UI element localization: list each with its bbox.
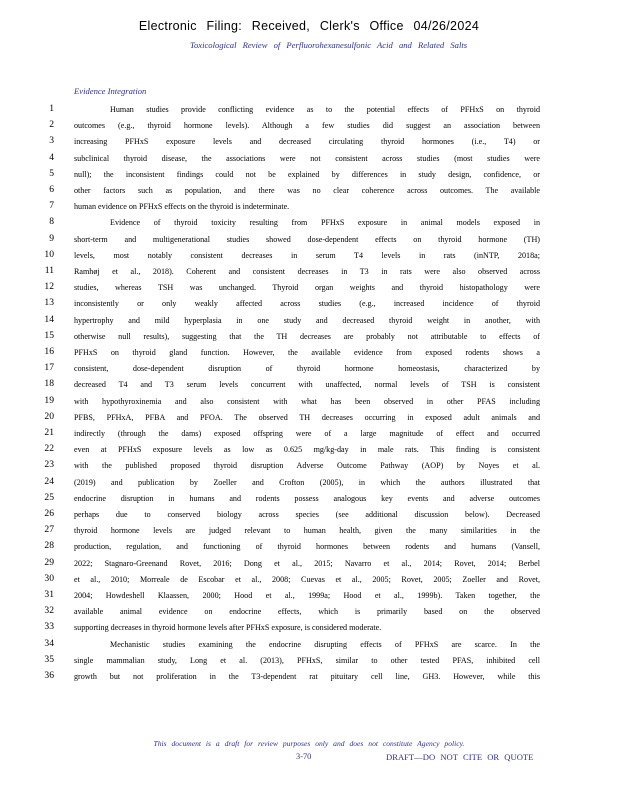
line-text: Human studies provide conflicting evidence as to the potential effects of PFHxS on thyroid <box>110 105 540 114</box>
text-line <box>0 525 618 537</box>
line-number: 24 <box>44 475 54 487</box>
text-line <box>0 460 618 472</box>
line-number: 13 <box>44 297 54 309</box>
text-line <box>0 315 618 327</box>
line-number: 5 <box>49 167 54 179</box>
line-number: 34 <box>44 637 54 649</box>
line-text: consistent, dose-dependent disruption of thyroid hormone homeostasis, characterized by <box>74 364 540 374</box>
line-text: PFBS, PFHxA, PFBA and PFOA. The observed TH decreases occurring in exposed adult animals and <box>74 412 540 422</box>
text-line <box>0 509 618 521</box>
line-number: 21 <box>44 427 54 438</box>
line-number: 8 <box>49 216 54 228</box>
text-line <box>0 282 618 294</box>
line-number: 30 <box>44 572 54 584</box>
line-text: null); the inconsistent findings could not be explained by differences in study design, confidence, or <box>74 169 540 179</box>
text-line <box>0 671 618 683</box>
line-number: 33 <box>44 621 54 633</box>
text-line <box>0 412 618 424</box>
line-text: perhaps due to conserved biology across species (see additional discussion below). Decreased <box>74 510 540 519</box>
line-text: short-term and multigenerational studies showed dose-dependent effects on thyroid hormone (TH) <box>74 234 540 244</box>
line-number: 35 <box>44 653 54 665</box>
text-line <box>0 104 618 116</box>
line-number: 9 <box>49 232 54 244</box>
text-line <box>0 331 618 343</box>
line-text: growth but not proliferation in the T3-dependent rat pituitary cell line, GH3. However, while this <box>74 672 540 681</box>
filing-stamp: Electronic Filing: Received, Clerk's Office 04/26/2024 <box>138 19 480 33</box>
line-text: otherwise null results), suggesting that the TH decreases are probably not attributable to effects of <box>74 331 540 341</box>
draft-notice: DRAFT—DO NOT CITE OR QUOTE <box>386 752 534 762</box>
text-line <box>0 606 618 618</box>
text-line <box>0 444 618 456</box>
line-text: with hypothyroxinemia and also consistent with what has been observed in other PFAS including <box>74 396 540 406</box>
section-title: Evidence Integration <box>74 86 147 96</box>
line-text: even at PFHxS exposure levels as low as 0.625 mg/kg-day in male rats. This finding is consistent <box>74 445 540 455</box>
line-number: 19 <box>44 394 54 406</box>
text-line <box>0 250 618 262</box>
page-number: 3-70 <box>296 752 312 761</box>
text-line <box>0 477 618 489</box>
line-number: 3 <box>49 135 54 147</box>
line-number: 17 <box>44 362 54 374</box>
line-text: single mammalian study, Long et al. (2013), PFHxS, similar to other tested PFAS, inhibited cell <box>74 655 540 665</box>
line-text: production, regulation, and functioning of thyroid hormones between rodents and humans (Vansell, <box>74 542 540 552</box>
line-number: 25 <box>44 491 54 503</box>
text-line <box>0 153 618 165</box>
text-line <box>0 558 618 570</box>
line-text: et al., 2010; Morreale de Escobar et al., 2008; Cuevas et al., 2005; Rovet, 2005; Zoeller and Rovet, <box>74 574 540 584</box>
line-text: subclinical thyroid disease, the associations were not consistent across studies (most studies were <box>74 153 540 163</box>
line-number: 28 <box>44 540 54 552</box>
line-number: 16 <box>44 346 54 357</box>
text-line <box>0 379 618 391</box>
line-number: 36 <box>44 670 54 681</box>
line-number: 2 <box>49 119 54 131</box>
line-number: 6 <box>49 184 54 195</box>
line-number: 26 <box>44 508 54 519</box>
line-text: other factors such as population, and there was no clear coherence across outcomes. The available <box>74 186 540 195</box>
line-text: endocrine disruption in humans and rodents possess analogous key events and adverse outcomes <box>74 493 540 503</box>
line-text: with the published proposed thyroid disruption Adverse Outcome Pathway (AOP) by Noyes et al. <box>74 461 540 471</box>
line-number: 29 <box>44 556 54 568</box>
line-number: 4 <box>49 151 54 163</box>
line-number: 10 <box>44 248 54 260</box>
text-line <box>0 185 618 197</box>
text-line <box>0 590 618 602</box>
line-number: 15 <box>44 329 54 341</box>
text-line <box>0 201 618 213</box>
line-text: available animal evidence on endocrine effects, which is primarily based on the observed <box>74 607 540 617</box>
line-number: 1 <box>49 103 54 114</box>
line-text: 2022; Stagnaro-Greenand Rovet, 2016; Dong et al., 2015; Navarro et al., 2014; Rovet, 2014; Berbel <box>74 558 540 568</box>
text-line <box>0 363 618 375</box>
text-line <box>0 120 618 132</box>
line-text: increasing PFHxS exposure levels and decreased circulating thyroid hormones (i.e., T4) or <box>74 137 540 147</box>
text-line <box>0 217 618 229</box>
line-text: thyroid hormone levels are judged relevant to human health, given the many similarities in the <box>74 526 540 536</box>
line-number: 18 <box>44 378 54 390</box>
line-text: Mechanistic studies examining the endocrine disrupting effects of PFHxS are scarce. In the <box>110 639 540 649</box>
line-text: levels, most notably consistent decreases in serum T4 levels in rats (inNTP, 2018a; <box>74 250 540 260</box>
text-line <box>0 428 618 440</box>
text-line <box>0 169 618 181</box>
line-number: 31 <box>44 589 54 600</box>
line-number: 23 <box>44 459 54 471</box>
line-text: PFHxS on thyroid gland function. However, the available evidence from exposed rodents shows a <box>74 348 540 357</box>
running-head: Toxicological Review of Perfluorohexanesulfonic Acid and Related Salts <box>190 40 468 50</box>
text-line <box>0 396 618 408</box>
line-text: inconsistently or only weakly affected across studies (e.g., increased incidence of thyroid <box>74 299 540 309</box>
line-number: 27 <box>44 524 54 536</box>
line-number: 32 <box>44 605 54 617</box>
line-text: Ramhøj et al., 2018). Coherent and consistent decreases in T3 in rats were also observed across <box>74 267 540 276</box>
line-number: 22 <box>44 443 54 455</box>
text-line <box>0 298 618 310</box>
line-text: indirectly (through the dams) exposed offspring were of a large magnitude of effect and occurred <box>74 429 540 438</box>
line-text: supporting decreases in thyroid hormone levels after PFHxS exposure, is considered moderate. <box>74 623 382 633</box>
text-line <box>0 574 618 586</box>
line-text: Evidence of thyroid toxicity resulting from PFHxS exposure in animal models exposed in <box>110 218 540 228</box>
line-text: studies, whereas TSH was unchanged. Thyroid organ weights and thyroid histopathology were <box>74 283 540 293</box>
line-text: hypertrophy and mild hyperplasia in one study and decreased thyroid weight in another, with <box>74 315 540 325</box>
line-number: 20 <box>44 410 54 422</box>
text-line <box>0 639 618 651</box>
text-line <box>0 622 618 634</box>
line-text: outcomes (e.g., thyroid hormone levels). Although a few studies did suggest an association between <box>74 121 540 131</box>
text-line <box>0 266 618 278</box>
text-line <box>0 493 618 505</box>
line-number: 12 <box>44 281 54 293</box>
line-text: (2019) and publication by Zoeller and Crofton (2005), in which the authors illustrated that <box>74 477 540 487</box>
text-line <box>0 541 618 553</box>
line-text: decreased T4 and T3 serum levels concurrent with unaffected, normal levels of TSH is consistent <box>74 380 540 390</box>
line-number: 7 <box>49 200 54 212</box>
text-line <box>0 347 618 359</box>
line-number: 11 <box>44 265 54 276</box>
line-text: human evidence on PFHxS effects on the thyroid is indeterminate. <box>74 202 290 212</box>
line-number: 14 <box>44 313 54 325</box>
text-line <box>0 234 618 246</box>
line-text: 2004; Howdeshell Klaassen, 2000; Hood et al., 1999a; Hood et al., 1999b). Taken together, the <box>74 591 540 600</box>
draft-disclaimer: This document is a draft for review purposes only and does not constitute Agency policy. <box>153 739 465 748</box>
text-line <box>0 136 618 148</box>
text-line <box>0 655 618 667</box>
